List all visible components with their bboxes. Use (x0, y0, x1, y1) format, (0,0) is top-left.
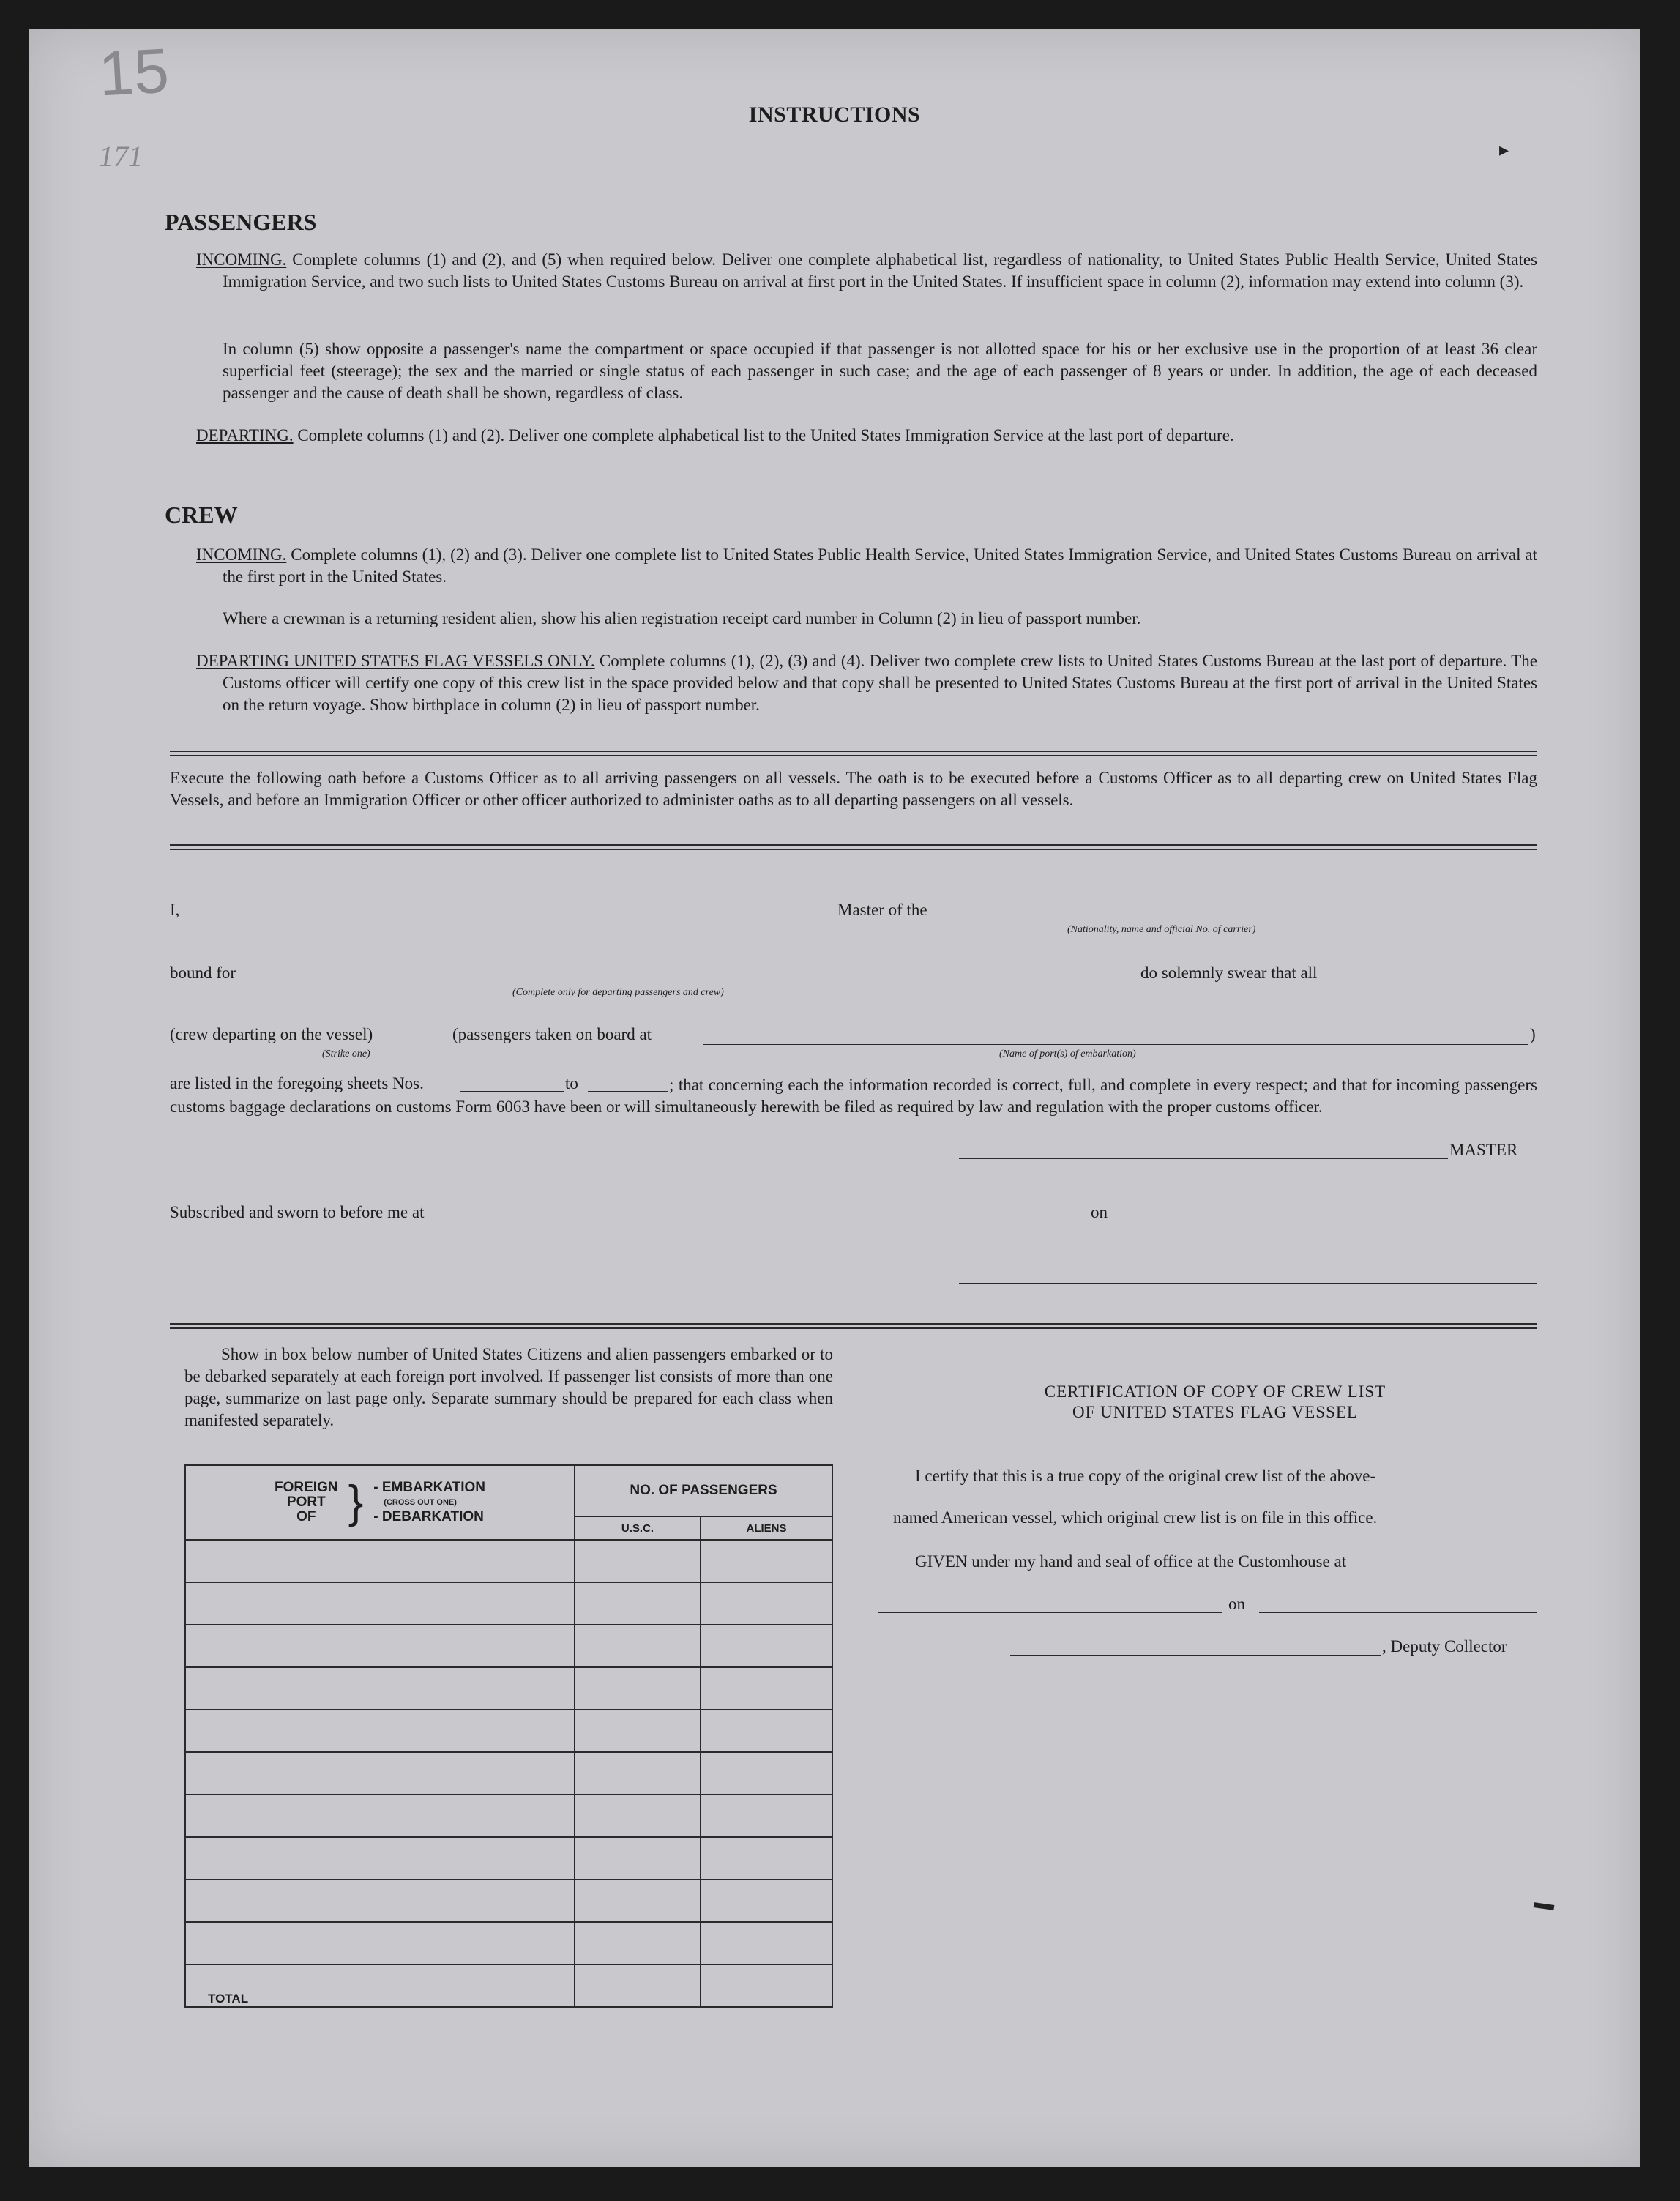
customhouse-field[interactable] (878, 1612, 1222, 1613)
passengers-incoming-text: Complete columns (1) and (2), and (5) when required below. Deliver one complete alphabetical list, regardless of nationality, to United States Public Health Service, United States Immigration Service, and two such lists to United States Customs Bureau on arrival at first port in the United States. If insufficient space in column (2), information may extend into column (3). (223, 250, 1537, 291)
usc-cell[interactable] (575, 1582, 701, 1625)
master-label: MASTER (1449, 1141, 1518, 1159)
divider (170, 755, 1537, 756)
table-row (185, 1540, 832, 1582)
usc-header: U.S.C. (575, 1516, 701, 1540)
bound-for-label: bound for (170, 964, 236, 982)
officer-signature-line[interactable] (959, 1283, 1537, 1284)
usc-cell[interactable] (575, 1625, 701, 1667)
passengers-taken-option: (passengers taken on board at (452, 1025, 652, 1043)
passengers-incoming (196, 249, 1537, 293)
summary-instructions: Show in box below number of United States Citizens and alien passengers embarked or to be debarked separately at each foreign port involved. If passenger list consists of more than one page, summarize on last page only. Separate summary should be prepared for each class when manifested separately. (184, 1345, 833, 1429)
port-cell[interactable] (185, 1582, 575, 1625)
master-signature-line[interactable] (959, 1158, 1448, 1159)
total-label: TOTAL (208, 1992, 249, 2006)
table-row (185, 1625, 832, 1667)
passenger-summary-table (184, 1464, 833, 2008)
stray-mark: ▸ (1499, 139, 1509, 160)
divider (170, 1327, 1537, 1329)
cert-on-label: on (1228, 1595, 1245, 1613)
passengers-departing-label: DEPARTING. (196, 426, 294, 444)
crew-departing-label: DEPARTING UNITED STATES FLAG VESSELS ONLY. (196, 652, 595, 670)
stray-mark (1534, 1902, 1555, 1910)
listed-prefix: are listed in the foregoing sheets Nos. (170, 1074, 424, 1092)
crew-departing-text: Complete columns (1), (2), (3) and (4). Deliver two complete crew lists to United States Customs Bureau at the last port of departure. The Customs officer will certify one copy of this crew list in the space provided below and that copy shall be presented to United States Customs Bureau at the first port of arrival in the United States on the return voyage. Show birthplace in column (2) in lieu of passport number. (223, 652, 1537, 714)
table-row (185, 1710, 832, 1752)
cert-date-field[interactable] (1259, 1612, 1537, 1613)
divider (170, 751, 1537, 752)
usc-cell[interactable] (575, 1795, 701, 1837)
close-paren: ) (1530, 1025, 1536, 1043)
to-label: to (565, 1074, 578, 1092)
passengers-column5-note: In column (5) show opposite a passenger's name the compartment or space occupied if that passenger is not allotted space for his or her exclusive use in the proportion of at least 36 clear superficial feet (steerage); the sex and the married or single status of each passenger in such case; and the age of each passenger of 8 years or under. In addition, the age of each deceased passenger and the cause of death shall be shown, regardless of class. (223, 340, 1537, 402)
port-label: PORT (286, 1494, 326, 1510)
listed-text (170, 1074, 1537, 1118)
port-header-cell (185, 1465, 575, 1540)
crew-incoming-text: Complete columns (1), (2) and (3). Deliver one complete list to United States Public Health Service, United States Immigration Service, and United States Customs Bureau on arrival at the first port in the United States. (223, 545, 1538, 586)
port-cell[interactable] (185, 1625, 575, 1667)
port-cell[interactable] (185, 1752, 575, 1795)
strike-one-caption: (Strike one) (322, 1049, 370, 1059)
table-row (185, 1880, 832, 1922)
passengers-heading: PASSENGERS (165, 209, 317, 235)
foreign-label: FOREIGN (275, 1480, 338, 1495)
cross-out-label: (CROSS OUT ONE) (384, 1498, 457, 1507)
table-row (185, 1667, 832, 1710)
port-cell[interactable] (185, 1710, 575, 1752)
crew-incoming (196, 544, 1537, 588)
page-title: INSTRUCTIONS (748, 103, 921, 127)
divider (170, 1323, 1537, 1325)
port-cell[interactable] (185, 1880, 575, 1922)
aliens-cell[interactable] (701, 1795, 832, 1837)
listed-text-content: ; that concerning each the information recorded is correct, full, and complete in every respect; and that for incoming passengers customs baggage declarations on customs Form 6063 have been or will simultaneously herewith be filed as required by law and regulation with the proper customs officer. (170, 1076, 1537, 1116)
certify-line1: I certify that this is a true copy of the original crew list of the above- (915, 1467, 1376, 1485)
brace-icon: } (348, 1477, 364, 1527)
usc-cell[interactable] (575, 1752, 701, 1795)
total-aliens-cell[interactable] (701, 1964, 832, 2007)
form-page (29, 29, 1640, 2167)
aliens-cell[interactable] (701, 1540, 832, 1582)
embarkation-label: - EMBARKATION (373, 1480, 485, 1495)
usc-cell[interactable] (575, 1540, 701, 1582)
table-row (185, 1837, 832, 1880)
of-label: OF (296, 1509, 316, 1524)
passengers-incoming-label: INCOMING. (196, 250, 287, 269)
embarkation-port-field[interactable] (703, 1044, 1528, 1045)
port-cell[interactable] (185, 1540, 575, 1582)
aliens-cell[interactable] (701, 1625, 832, 1667)
port-cell[interactable] (185, 1922, 575, 1964)
carrier-caption: (Nationality, name and official No. of carrier) (1067, 924, 1256, 935)
passengers-departing-text: Complete columns (1) and (2). Deliver one complete alphabetical list to the United States Immigration Service at the last port of departure. (297, 426, 1234, 444)
aliens-cell[interactable] (701, 1880, 832, 1922)
aliens-cell[interactable] (701, 1752, 832, 1795)
usc-cell[interactable] (575, 1837, 701, 1880)
margin-number-171: 171 (99, 140, 143, 173)
port-cell[interactable] (185, 1837, 575, 1880)
total-usc-cell[interactable] (575, 1964, 701, 2007)
port-cell[interactable] (185, 1795, 575, 1837)
port-cell[interactable] (185, 1667, 575, 1710)
divider (170, 849, 1537, 850)
table-row (185, 1922, 832, 1964)
embarkation-caption: (Name of port(s) of embarkation) (999, 1049, 1136, 1059)
certification-heading-line2: OF UNITED STATES FLAG VESSEL (1072, 1403, 1358, 1421)
usc-cell[interactable] (575, 1667, 701, 1710)
usc-cell[interactable] (575, 1710, 701, 1752)
usc-cell[interactable] (575, 1922, 701, 1964)
table-row (185, 1795, 832, 1837)
deputy-collector-label: , Deputy Collector (1382, 1637, 1507, 1656)
subscribed-label: Subscribed and sworn to before me at (170, 1203, 425, 1221)
table-row (185, 1752, 832, 1795)
total-label-cell (185, 1964, 575, 2007)
sworn-on-label: on (1091, 1203, 1108, 1221)
crew-departing (196, 650, 1537, 716)
master-of-the-label: Master of the (837, 901, 927, 919)
passengers-departing (196, 425, 1537, 447)
aliens-cell[interactable] (701, 1922, 832, 1964)
total-row (185, 1964, 832, 2007)
debarkation-label: - DEBARKATION (373, 1509, 484, 1524)
given-line: GIVEN under my hand and seal of office at the Customhouse at (915, 1552, 1347, 1571)
crew-returning-note: Where a crewman is a returning resident alien, show his alien registration receipt card number in Column (2) in lieu of passport number. (223, 609, 1141, 627)
swear-label: do solemnly swear that all (1140, 964, 1318, 982)
aliens-cell[interactable] (701, 1837, 832, 1880)
usc-cell[interactable] (575, 1880, 701, 1922)
aliens-cell[interactable] (701, 1710, 832, 1752)
crew-incoming-label: INCOMING. (196, 545, 287, 564)
table-row (185, 1582, 832, 1625)
aliens-header: ALIENS (701, 1516, 832, 1540)
crew-heading: CREW (165, 502, 238, 528)
aliens-cell[interactable] (701, 1667, 832, 1710)
certification-heading-line1: CERTIFICATION OF COPY OF CREW LIST (1044, 1382, 1386, 1401)
no-of-passengers-header: NO. OF PASSENGERS (575, 1465, 832, 1516)
divider (170, 844, 1537, 846)
crew-departing-option: (crew departing on the vessel) (170, 1025, 373, 1043)
bound-for-caption: (Complete only for departing passengers and crew) (512, 987, 724, 998)
aliens-cell[interactable] (701, 1582, 832, 1625)
deputy-signature-line[interactable] (1010, 1655, 1381, 1656)
margin-number-15: 15 (97, 35, 171, 110)
oath-i-label: I, (170, 901, 180, 919)
certify-line2: named American vessel, which original crew list is on file in this office. (893, 1508, 1378, 1527)
oath-instructions: Execute the following oath before a Customs Officer as to all arriving passengers on all vessels. The oath is to be executed before a Customs Officer as to all departing crew on United States Flag Vessels, and before an Immigration Officer or other officer authorized to administer oaths as to all departing passengers on all vessels. (170, 769, 1537, 809)
